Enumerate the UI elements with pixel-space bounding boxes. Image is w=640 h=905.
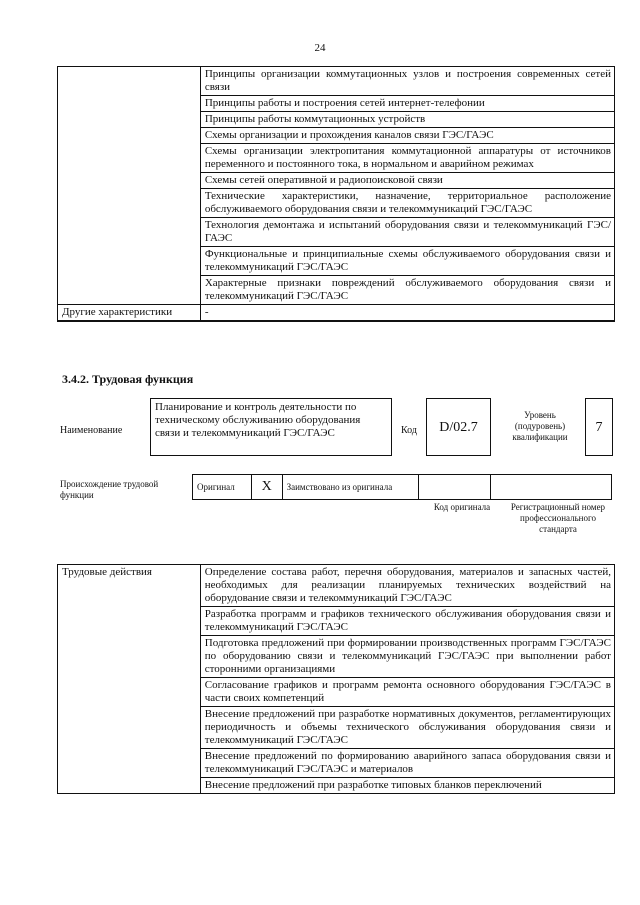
knowledge-item: Схемы организации электропитания коммутационной аппаратуры от источников переменного и постоянного тока, в нормальном и аварийном режимах: [200, 144, 614, 173]
knowledge-item: Характерные признаки повреждений обслуживаемого оборудования связи и телекоммуникаций ГЭС/ГАЭС: [200, 276, 614, 305]
code-value-box: D/02.7: [426, 398, 491, 456]
labor-action-item: Внесение предложений по формированию аварийного запаса оборудования связи и телекоммуникаций ГЭС/ГАЭС и материалов: [200, 749, 614, 778]
knowledge-item: Схемы сетей оперативной и радиопоисковой связи: [200, 173, 614, 189]
function-name-box: Планирование и контроль деятельности по техническому обслуживанию оборудования связи и телекоммуникаций ГЭС/ГАЭС: [150, 398, 392, 456]
table-row: [193, 475, 612, 500]
labor-action-item: Определение состава работ, перечня оборудования, материалов и запасных частей, необходимых для реализации планируемых технических воздействий на оборудование связи и телекоммуникаций ГЭС/ГАЭС: [200, 565, 614, 607]
labor-action-item: Согласование графиков и программ ремонта основного оборудования ГЭС/ГАЭС в части своих компетенций: [200, 678, 614, 707]
original-label-cell: Оригинал: [193, 475, 252, 500]
labor-actions-label: Трудовые действия: [58, 565, 201, 794]
labor-action-item: Внесение предложений при разработке нормативных документов, регламентирующих периодичность и объемы технического обслуживания оборудования связи и телекоммуникаций ГЭС/ГАЭС: [200, 707, 614, 749]
table-row: [58, 67, 615, 96]
knowledge-item: Схемы организации и прохождения каналов связи ГЭС/ГАЭС: [200, 128, 614, 144]
origin-table: [192, 474, 612, 500]
labor-actions-table: [57, 564, 615, 794]
original-mark-cell: X: [251, 475, 282, 500]
knowledge-item: Технические характеристики, назначение, территориальное расположение обслуживаемого оборудования связи и телекоммуникаций ГЭС/ГАЭС: [200, 189, 614, 218]
page-number: 24: [314, 42, 326, 54]
knowledge-item: Принципы организации коммутационных узлов и построения современных сетей связи: [200, 67, 614, 96]
reg-number-label: Регистрационный номер профессионального стандарта: [510, 502, 606, 534]
knowledge-item: Технология демонтажа и испытаний оборудования связи и телекоммуникаций ГЭС/ГАЭС: [200, 218, 614, 247]
empty-label-cell: [58, 67, 201, 305]
labor-action-item: Внесение предложений при разработке типовых бланков переключений: [200, 778, 614, 794]
name-label: Наименование: [60, 425, 123, 436]
section-heading: 3.4.2. Трудовая функция: [62, 372, 194, 386]
labor-action-item: Разработка программ и графиков технического обслуживания оборудования связи и телекоммуникаций ГЭС/ГАЭС: [200, 607, 614, 636]
other-characteristics-label: Другие характеристики: [58, 305, 201, 322]
origin-label: Происхождение трудовой функции: [60, 479, 159, 500]
level-value-box: 7: [585, 398, 613, 456]
table-row: [58, 305, 615, 322]
code-original-label: Код оригинала: [433, 502, 491, 512]
knowledge-item: Функциональные и принципиальные схемы обслуживаемого оборудования связи и телекоммуникаций ГЭС/ГАЭС: [200, 247, 614, 276]
borrowed-label-cell: Заимствовано из оригинала: [282, 475, 418, 500]
table-row: [58, 565, 615, 607]
labor-action-item: Подготовка предложений при формировании производственных программ ГЭС/ГАЭС по оборудованию связи и телекоммуникаций ГЭС/ГАЭС при выполнении работ сторонними организациями: [200, 636, 614, 678]
code-label: Код: [401, 425, 417, 436]
knowledge-item: Принципы работы коммутационных устройств: [200, 112, 614, 128]
knowledge-table: [57, 66, 615, 322]
code-original-cell: [418, 475, 490, 500]
other-characteristics-value: -: [200, 305, 614, 322]
reg-number-cell: [490, 475, 611, 500]
knowledge-item: Принципы работы и построения сетей интернет-телефонии: [200, 96, 614, 112]
level-label: Уровень (подуровень) квалификации: [512, 410, 568, 442]
